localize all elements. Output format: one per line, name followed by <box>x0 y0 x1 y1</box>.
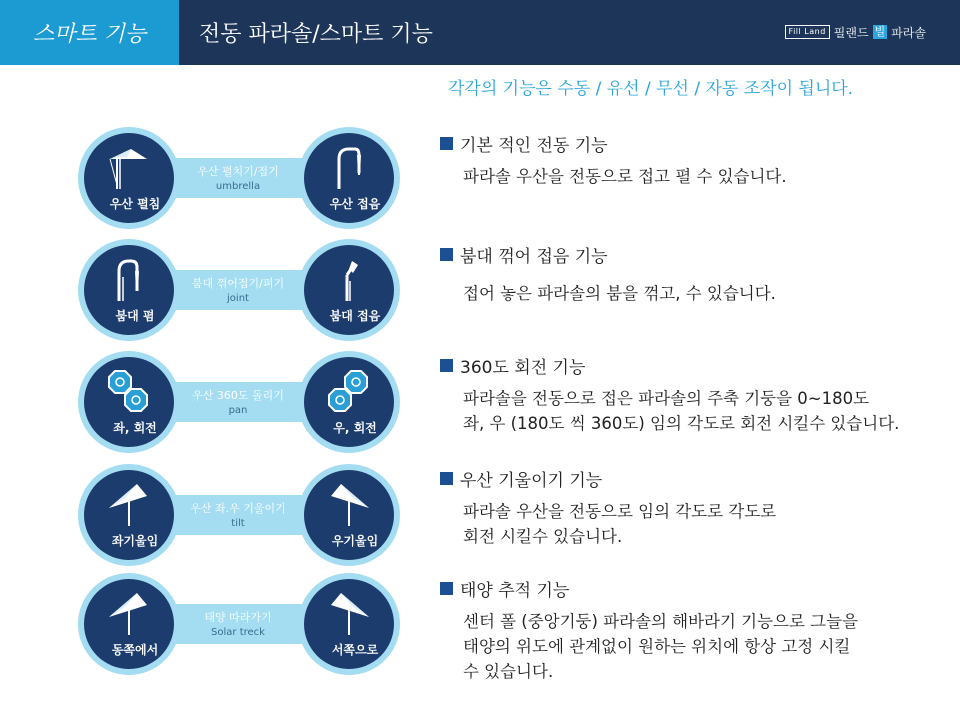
left-label: 우산 펼침 <box>109 197 161 211</box>
folded-umbrella-button[interactable] <box>298 127 400 229</box>
left-label: 좌기울임 <box>111 534 159 548</box>
bent-pole-icon <box>327 257 371 303</box>
open-umbrella-button[interactable] <box>78 127 180 229</box>
tilt-right-button[interactable] <box>298 464 400 566</box>
feature-text-solar <box>440 576 940 684</box>
feature-description <box>463 281 940 306</box>
subtitle: 각각의 기능은 수동 / 유선 / 무선 / 자동 조작이 됩니다. <box>448 79 854 99</box>
description-line: 접어 놓은 파라솔의 붐을 꺾고, 수 있습니다. <box>463 284 776 303</box>
feature-heading <box>440 466 940 491</box>
band-subtitle: pan <box>228 405 248 416</box>
feature-graphic-solar <box>78 573 400 675</box>
feature-text-joint <box>440 242 940 306</box>
description-line: 좌, 우 (180도 씩 360도) 임의 각도로 회전 시킬수 있습니다. <box>463 414 900 433</box>
header-bar <box>0 0 960 65</box>
bullet-square-icon <box>440 472 453 485</box>
right-label: 우산 접음 <box>329 197 381 211</box>
rotate-right-button[interactable] <box>298 351 400 453</box>
page-title: 전동 파라솔/스마트 기능 <box>199 22 433 47</box>
feature-heading-text: 태양 추적 기능 <box>460 581 570 601</box>
sun-east-button[interactable] <box>78 573 180 675</box>
feature-heading-text: 기본 적인 전동 기능 <box>460 136 608 156</box>
feature-heading-text: 우산 기울이기 기능 <box>460 471 603 491</box>
feature-graphic-tilt <box>78 464 400 566</box>
feature-graphic-umbrella <box>78 127 400 229</box>
description-line: 태양의 위도에 관계없이 원하는 위치에 항상 고정 시킬 <box>463 637 851 656</box>
feature-graphic-pan <box>78 351 400 453</box>
brand-name-prefix: 필랜드 <box>833 25 869 40</box>
description-line: 수 있습니다. <box>463 662 554 681</box>
rotate-right-icon <box>327 369 371 415</box>
bullet-square-icon <box>440 582 453 595</box>
left-label: 붐대 폄 <box>115 309 155 323</box>
description-line: 파라솔 우산을 전동으로 접고 펼 수 있습니다. <box>463 167 787 186</box>
band-title: 우산 펼치기/접기 <box>197 165 279 178</box>
band-subtitle: umbrella <box>215 181 261 192</box>
feature-heading <box>440 242 940 267</box>
tilt-left-icon <box>107 482 151 528</box>
feature-text-umbrella <box>440 131 940 189</box>
right-label: 붐대 접음 <box>329 309 381 323</box>
feature-text-tilt <box>440 466 940 549</box>
feature-heading <box>440 131 940 156</box>
right-label: 우, 회전 <box>333 421 377 435</box>
bullet-square-icon <box>440 248 453 261</box>
tilt-right-icon <box>327 482 371 528</box>
band-title: 태양 따라가기 <box>204 611 272 624</box>
brand-logo <box>785 22 926 42</box>
open-umbrella-icon <box>107 145 151 191</box>
brand-name-suffix: 파라솔 <box>891 25 926 40</box>
bent-pole-button[interactable] <box>298 239 400 341</box>
feature-heading-text: 붐대 꺾어 접음 기능 <box>460 247 608 267</box>
section-tab[interactable]: 스마트 기능 <box>0 0 179 65</box>
right-label: 서쪽으로 <box>331 643 379 657</box>
band-title: 우산 좌.우 기울이기 <box>190 502 286 515</box>
band-subtitle: joint <box>227 293 249 304</box>
description-line: 센터 폴 (중앙기둥) 파라솔의 해바라기 기능으로 그늘을 <box>463 612 859 631</box>
tilt-left-button[interactable] <box>78 464 180 566</box>
rotate-left-button[interactable] <box>78 351 180 453</box>
brand-logo-box: Fill Land <box>785 25 830 39</box>
folded-umbrella-icon <box>327 145 371 191</box>
left-label: 좌, 회전 <box>113 421 157 435</box>
feature-description <box>463 164 940 189</box>
feature-heading <box>440 353 940 378</box>
sun-east-icon <box>107 591 151 637</box>
straight-pole-button[interactable] <box>78 239 180 341</box>
feature-text-pan <box>440 353 940 436</box>
band-subtitle: tilt <box>231 518 245 529</box>
bullet-square-icon <box>440 137 453 150</box>
brand-name-mark: 빌 <box>874 25 886 38</box>
feature-heading <box>440 576 940 601</box>
feature-graphic-joint <box>78 239 400 341</box>
left-label: 동쪽에서 <box>111 643 159 657</box>
feature-description <box>463 499 940 549</box>
feature-description <box>463 386 940 436</box>
band-title: 우산 360도 돌리기 <box>192 389 284 402</box>
feature-heading-text: 360도 회전 기능 <box>460 358 586 378</box>
band-subtitle: Solar treck <box>211 627 265 638</box>
description-line: 파라솔을 전동으로 접은 파라솔의 주축 기둥을 0~180도 <box>463 389 870 408</box>
bullet-square-icon <box>440 359 453 372</box>
description-line: 회전 시킬수 있습니다. <box>463 527 623 546</box>
sun-west-icon <box>327 591 371 637</box>
rotate-left-icon <box>107 369 151 415</box>
straight-pole-icon <box>107 257 151 303</box>
band-title: 붐대 꺾어접기/펴기 <box>191 277 285 290</box>
description-line: 파라솔 우산을 전동으로 임의 각도로 각도로 <box>463 502 777 521</box>
sun-west-button[interactable] <box>298 573 400 675</box>
right-label: 우기울임 <box>331 534 379 548</box>
feature-description <box>463 609 940 684</box>
